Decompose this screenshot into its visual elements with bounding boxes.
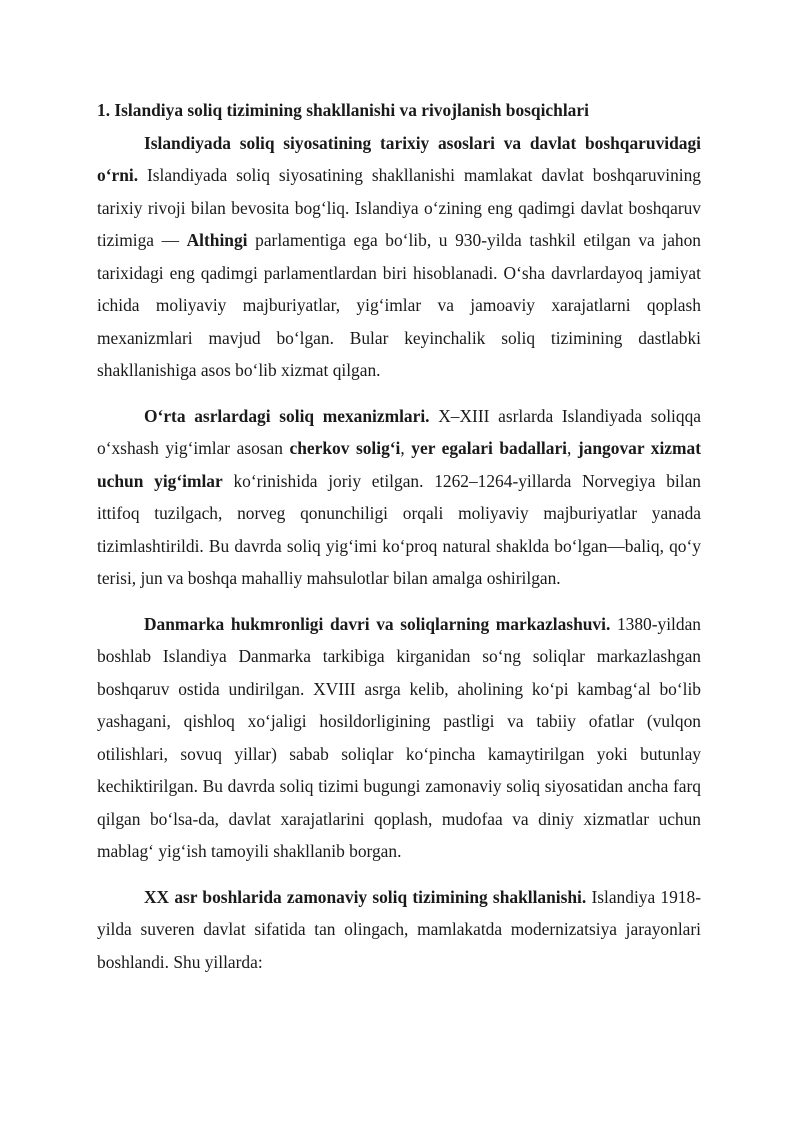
paragraph-text: parlamentiga ega bo‘lib, u 930-yilda tashkil etilgan va jahon tarixidagi eng qadimgi parlamentlardan biri hisoblanadi. O‘sha davrlardayoq jamiyat ichida moliyaviy majburiyatlar, yig‘imlar va jamoaviy xarajatlarni qoplash mexanizmlari mavjud bo‘lgan. Bular keyinchalik soliq tizimining dastlabki shakllanishiga asos bo‘lib xizmat qilgan. [97,230,701,380]
bold-term-althingi: Althingi [186,230,248,250]
separator: , [400,438,412,458]
paragraph-modern-system [97,881,701,979]
paragraph-text: Islandiyada soliq siyosatining shakllanishi mamlakat davlat boshqaruvining tarixiy rivoji bilan bevosita bog‘liq. Islandiya o‘zining eng qadimgi davlat boshqaruv tizimiga — [97,165,701,250]
paragraph-text: Islandiya 1918-yilda suveren davlat sifatida tan olingach, mamlakatda modernizatsiya jarayonlari boshlandi. Shu yillarda: [97,886,701,972]
paragraph-title: Islandiyada soliq siyosatining tarixiy asoslari va davlat boshqaruvidagi o‘rni. [97,132,701,185]
paragraph-text: X–XIII asrlarda Islandiyada soliqqa o‘xshash yig‘imlar asosan [97,405,701,458]
bold-term-church-tax: cherkov solig‘i [289,438,401,458]
separator: , [567,438,578,458]
paragraph-historical-foundations [97,127,701,387]
paragraph-title: Danmarka hukmronligi davri va soliqlarning markazlashuvi. [144,613,611,634]
paragraph-text: ko‘rinishida joriy etilgan. 1262–1264-yillarda Norvegiya bilan ittifoq tuzilgach, norveg qonunchiligi orqali moliyaviy majburiyatlar yanada tizimlashtirildi. Bu davrda soliq yig‘imi ko‘proq natural shaklda bo‘lgan—baliq, qo‘y terisi, jun va boshqa mahalliy mahsulotlar bilan amalga oshirilgan. [97,470,701,588]
bold-term-landowner-dues: yer egalari badallari [411,438,567,458]
paragraph-medieval-mechanisms [97,400,701,595]
paragraph-text: 1380-yildan boshlab Islandiya Danmarka tarkibiga kirganidan so‘ng soliqlar markazlashgan boshqaruv ostida undirilgan. XVIII asrga kelib, aholining ko‘pi kambag‘al bo‘lib yashagani, qishloq xo‘jaligi hosildorligining pastligi va tabiiy ofatlar (vulqon otilishlari, sovuq yillar) sabab soliqlar ko‘pincha kamaytirilgan yoki butunlay kechiktirilgan. Bu davrda soliq tizimi bugungi zamonaviy soliq siyosatidan ancha farq qilgan bo‘lsa-da, davlat xarajatlarini qoplash, mudofaa va diniy xizmatlar uchun mablag‘ yig‘ish tamoyili shakllanib borgan. [97,613,701,861]
document-page [97,94,701,978]
bold-term-military-levies: jangovar xizmat uchun yig‘imlar [97,438,701,491]
paragraph-danish-rule [97,608,701,868]
paragraph-title: O‘rta asrlardagi soliq mexanizmlari. [144,405,430,426]
section-heading: 1. Islandiya soliq tizimining shakllanishi va rivojlanish bosqichlari [97,100,589,120]
paragraph-title: XX asr boshlarida zamonaviy soliq tizimining shakllanishi. [144,886,587,907]
